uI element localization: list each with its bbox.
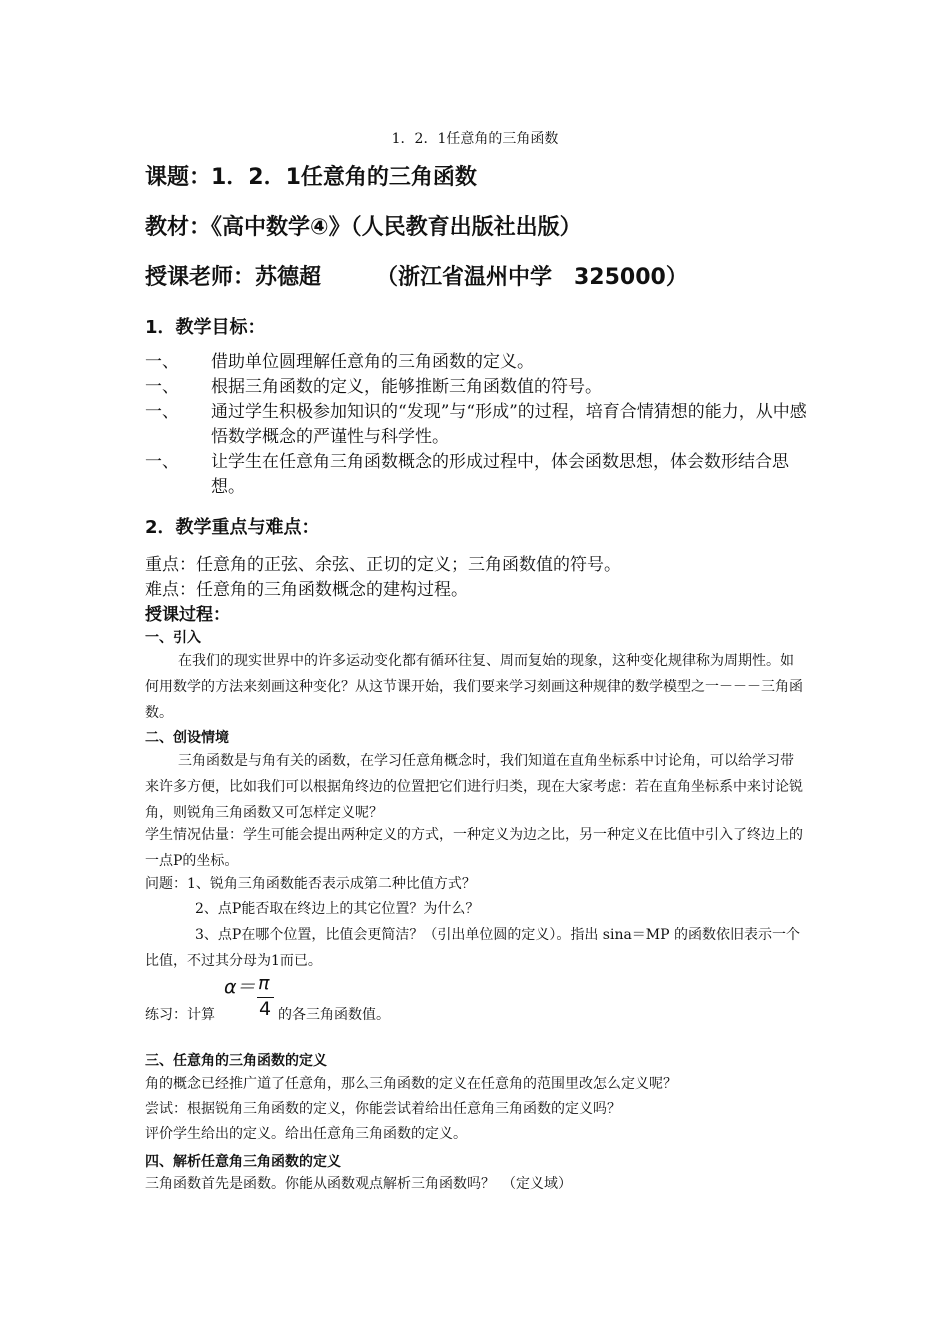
goal-text: 借助单位圆理解任意角的三角函数的定义。 xyxy=(211,352,534,372)
goal-text: 让学生在任意角三角函数概念的形成过程中，体会函数思想，体会数形结合思想。 xyxy=(211,452,789,497)
question-3: 3、点P在哪个位置，比值会更简洁？（引出单位圆的定义）。指出 sina＝MP 的函数依旧表示一个比值，不过其分母为1而已。 xyxy=(145,927,801,969)
key-point-text: 重点：任意角的正弦、余弦、正切的定义；三角函数值的符号。 xyxy=(145,555,621,575)
formula-alpha: α＝ xyxy=(224,976,256,998)
page-header: 1．2．1任意角的三角函数 xyxy=(391,131,559,147)
goal-item xyxy=(145,350,810,375)
definition-line-1: 角的概念已经推广道了任意角，那么三角函数的定义在任意角的范围里改怎么定义呢？ xyxy=(145,1076,677,1092)
part-title-definition: 三、任意角的三角函数的定义 xyxy=(145,1053,327,1069)
difficulty-text: 难点：任意角的三角函数概念的建构过程。 xyxy=(145,580,468,600)
goal-item xyxy=(145,375,810,400)
formula-denominator: 4 xyxy=(259,998,272,1020)
goal-item xyxy=(145,400,810,450)
goal-text: 通过学生积极参加知识的“发现”与“形成”的过程，培育合情猜想的能力，从中感悟数学概念的严谨性与科学性。 xyxy=(211,402,807,447)
goal-number: 一、 xyxy=(145,452,179,472)
process-heading: 授课过程： xyxy=(145,605,230,625)
teacher-line: 授课老师：苏德超 （浙江省温州中学 325000） xyxy=(145,265,688,290)
definition-line-2: 尝试：根据锐角三角函数的定义，你能尝试着给出任意角三角函数的定义吗？ xyxy=(145,1101,621,1117)
goal-item xyxy=(145,450,810,500)
scenario-paragraph: 三角函数是与角有关的函数，在学习任意角概念时，我们知道在直角坐标系中讨论角，可以给学习带来许多方便，比如我们可以根据角终边的位置把它们进行归类，现在大家考虑：若在直角坐标系中来讨论锐角，则锐角三角函数又可怎样定义呢？ xyxy=(145,753,803,821)
exercise-prefix: 练习：计算 xyxy=(145,1007,215,1023)
part-title-intro: 一、引入 xyxy=(145,630,201,646)
question-2: 2、点P能否取在终边上的其它位置？为什么？ xyxy=(195,901,480,917)
formula-pi: π xyxy=(258,972,270,994)
estimate-paragraph: 学生情况估量：学生可能会提出两种定义的方式，一种定义为边之比，另一种定义在比值中引入了终边上的一点P的坐标。 xyxy=(145,827,803,869)
goal-number: 一、 xyxy=(145,377,179,397)
intro-paragraph: 在我们的现实世界中的许多运动变化都有循环往复、周而复始的现象，这种变化规律称为周期性。如何用数学的方法来刻画这种变化？从这节课开始，我们要来学习刻画这种规律的数学模型之一－－－三角函数。 xyxy=(145,653,803,721)
goal-number: 一、 xyxy=(145,402,179,422)
question-1: 问题：1、锐角三角函数能否表示成第二种比值方式？ xyxy=(145,876,476,892)
definition-line-3: 评价学生给出的定义。给出任意角三角函数的定义。 xyxy=(145,1126,467,1142)
section-heading-goals: 1．教学目标： xyxy=(145,317,266,338)
part-title-analysis: 四、解析任意角三角函数的定义 xyxy=(145,1154,341,1170)
section-heading-key-points: 2．教学重点与难点： xyxy=(145,517,320,538)
lesson-title: 课题：1．2．1任意角的三角函数 xyxy=(145,165,477,190)
goal-text: 根据三角函数的定义，能够推断三角函数值的符号。 xyxy=(211,377,602,397)
goal-number: 一、 xyxy=(145,352,179,372)
analysis-line-1: 三角函数首先是函数。你能从函数观点解析三角函数吗？ （定义域） xyxy=(145,1176,572,1192)
exercise-suffix: 的各三角函数值。 xyxy=(278,1007,390,1023)
textbook-line: 教材：《高中数学④》（人民教育出版社出版） xyxy=(145,215,582,240)
part-title-scenario: 二、创设情境 xyxy=(145,730,229,746)
